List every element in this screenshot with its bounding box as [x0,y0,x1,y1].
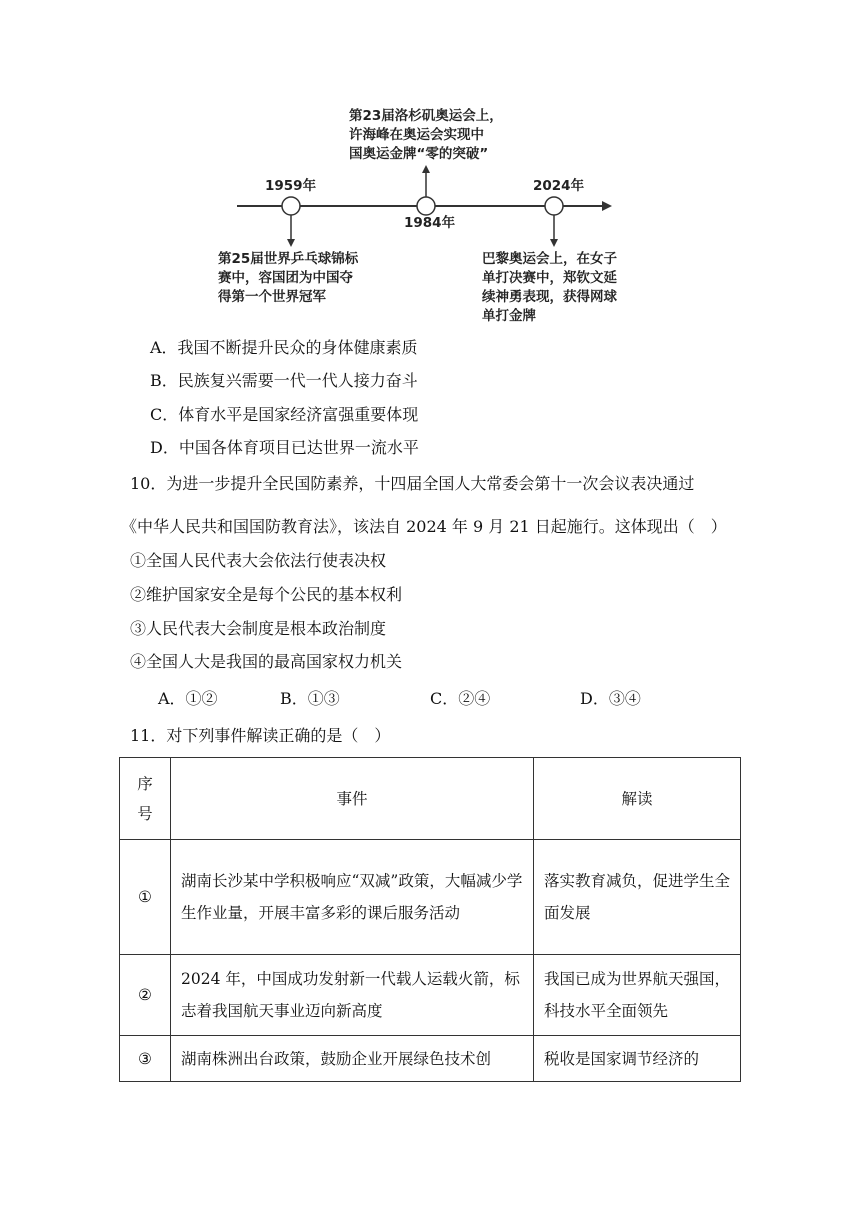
q9-option-b: B．民族复兴需要一代一代人接力奋斗 [150,371,418,390]
reading-cell: 落实教育减负，促进学生全面发展 [534,840,741,955]
reading-cell: 税收是国家调节经济的 [534,1036,741,1082]
arrow-up-icon [422,165,430,173]
row-number: ① [120,840,171,955]
q10-statement-1: ①全国人民代表大会依法行使表决权 [130,551,387,570]
q10-statement-3: ③人民代表大会制度是根本政治制度 [130,619,387,638]
row-number: ② [120,955,171,1036]
event-desc-1959: 第25届世界乒乓球锦标 赛中，容国团为中国夺 得第一个世界冠军 [218,251,359,305]
table-row [120,840,741,955]
event-desc-2024: 巴黎奥运会上，在女子 单打决赛中，郑钦文延 续神勇表现，获得网球 单打金牌 [482,251,617,324]
q10-choices [158,686,718,708]
year-label-1984: 1984年 [404,215,456,231]
q10-choice-b: B．①③ [280,689,340,708]
event-cell: 湖南株洲出台政策，鼓励企业开展绿色技术创 [171,1036,534,1082]
table-header-row [120,758,741,840]
timeline-node-2024 [545,197,563,215]
q10-choice-a: A．①② [158,689,218,708]
year-label-1959: 1959年 [265,178,317,194]
q10-stem-line-2: 《中华人民共和国国防教育法》，该法自 2024 年 9 月 21 日起施行。这体现出（ ） [121,517,727,536]
arrow-down-icon [287,239,295,247]
reading-cell: 我国已成为世界航天强国，科技水平全面领先 [534,955,741,1036]
q11-stem: 11．对下列事件解读正确的是（ ） [130,726,391,745]
timeline-figure [218,102,630,324]
q10-statement-4: ④全国人大是我国的最高国家权力机关 [130,652,403,671]
year-label-2024: 2024年 [533,178,585,194]
q9-option-d: D．中国各体育项目已达世界一流水平 [150,438,419,457]
q10-statement-2: ②维护国家安全是每个公民的基本权利 [130,585,403,604]
q10-choice-d: D．③④ [580,689,641,708]
event-desc-1984: 第23届洛杉矶奥运会上， 许海峰在奥运会实现中 国奥运金牌“零的突破” [349,108,503,162]
row-number: ③ [120,1036,171,1082]
timeline-node-1959 [282,197,300,215]
q9-option-a: A．我国不断提升民众的身体健康素质 [150,338,418,357]
event-cell: 2024 年，中国成功发射新一代载人运载火箭，标志着我国航天事业迈向新高度 [171,955,534,1036]
arrow-down-icon [550,239,558,247]
header-cell-event: 事件 [171,758,534,840]
arrow-right-icon [602,201,612,211]
timeline-node-1984 [417,197,435,215]
q10-choice-c: C．②④ [430,689,491,708]
event-cell: 湖南长沙某中学积极响应“双减”政策，大幅减少学生作业量，开展丰富多彩的课后服务活动 [171,840,534,955]
header-cell-number: 序 号 [120,758,171,840]
table-row [120,955,741,1036]
header-cell-reading: 解读 [534,758,741,840]
events-table [119,757,741,1082]
q10-stem-line-1: 10．为进一步提升全民国防素养，十四届全国人大常委会第十一次会议表决通过 [130,474,695,493]
table-row [120,1036,741,1082]
q9-option-c: C．体育水平是国家经济富强重要体现 [150,405,419,424]
